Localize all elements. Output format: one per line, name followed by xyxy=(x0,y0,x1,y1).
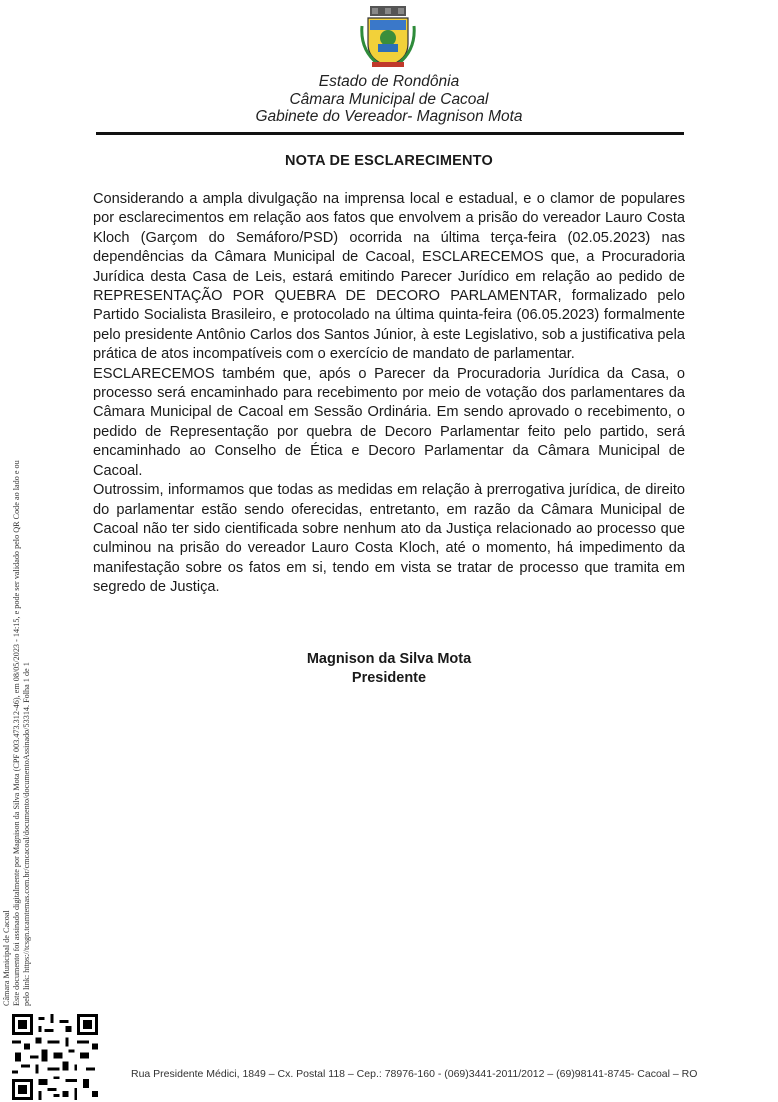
paragraph: ESCLARECEMOS também que, após o Parecer da Procuradoria Jurídica da Casa, o processo será encaminhado para recebimento por meio de votação dos parlamentares da Câmara Municipal de Cacoal em Sessão Ordinária. Em sendo aprovado o recebimento, o pedido de Representação por quebra de Decoro Parlamentar feito pelo partido, será encaminhado ao Conselho de Ética e Decoro Parlamentar da Câmara Municipal de Cacoal. xyxy=(93,365,685,479)
side-note-line: Câmara Municipal de Cacoal xyxy=(2,910,11,1006)
state-name: Estado de Rondônia xyxy=(318,73,460,90)
side-note-line: Este documento foi assinado digitalmente por Magnison da Silva Mota (CPF 003.473.312-46), em 08/05/2023 - 14:15, e pode ser validado pelo QR Code ao lado e ou xyxy=(12,460,21,1006)
signature-block xyxy=(0,650,778,688)
header-divider xyxy=(96,132,684,135)
qr-code-icon[interactable] xyxy=(12,1014,98,1100)
paragraph: Considerando a ampla divulgação na imprensa local e estadual, e o clamor de populares por esclarecimentos em relação aos fatos que envolvem a prisão do vereador Lauro Costa Kloch (Garçom do Semáforo/PSD) ocorrida na última terça-feira (02.05.2023) nas dependências da Câmara Municipal de Cacoal, ESCLARECEMOS que, a Procuradoria Jurídica desta Casa de Leis, estará emitindo Parecer Jurídico em relação ao pedido de REPRESENTAÇÃO POR QUEBRA DE DECORO PARLAMENTAR, formalizado pelo Partido Socialista Brasileiro, e protocolado na última quinta-feira (06.05.2023) formalmente pelo presidente Antônio Carlos dos Santos Júnior, à este Legislativo, sob a justificativa pela prática de atos incompatíveis com o exercício de mandato de parlamentar. xyxy=(93,191,685,363)
document-title: NOTA DE ESCLARECIMENTO xyxy=(285,153,493,169)
signer-role: Presidente xyxy=(351,670,427,686)
digital-signature-note xyxy=(2,460,32,1006)
letterhead xyxy=(0,73,778,126)
signer-name: Magnison da Silva Mota xyxy=(306,651,472,667)
office-name: Gabinete do Vereador- Magnison Mota xyxy=(255,108,523,125)
coat-of-arms-icon xyxy=(360,4,416,70)
side-note-line[interactable]: pelo link: https://tcsgn.tcamtemas.com.br/cmcacoal/documento/documentoAssinado/53314. Folha 1 de 1 xyxy=(22,662,31,1006)
document-body xyxy=(93,190,685,598)
footer-address: Rua Presidente Médici, 1849 – Cx. Postal 118 – Cep.: 78976-160 - (069)3441-2011/2012 – (69)98141-8745- Cacoal – RO xyxy=(131,1068,698,1080)
chamber-name: Câmara Municipal de Cacoal xyxy=(289,90,489,108)
paragraph: Outrossim, informamos que todas as medidas em relação à prerrogativa jurídica, de direito do parlamentar estão sendo oferecidas, entretanto, em razão da Câmara Municipal de Cacoal não ter sido cientificada sobre nenhum ato da Justiça relacionado ao processo que culminou na prisão do vereador Lauro Costa Kloch, até o momento, há impedimento da manifestação sobre os fatos em si, tendo em vista se tratar de processo que tramita em segredo de Justiça. xyxy=(93,482,685,596)
